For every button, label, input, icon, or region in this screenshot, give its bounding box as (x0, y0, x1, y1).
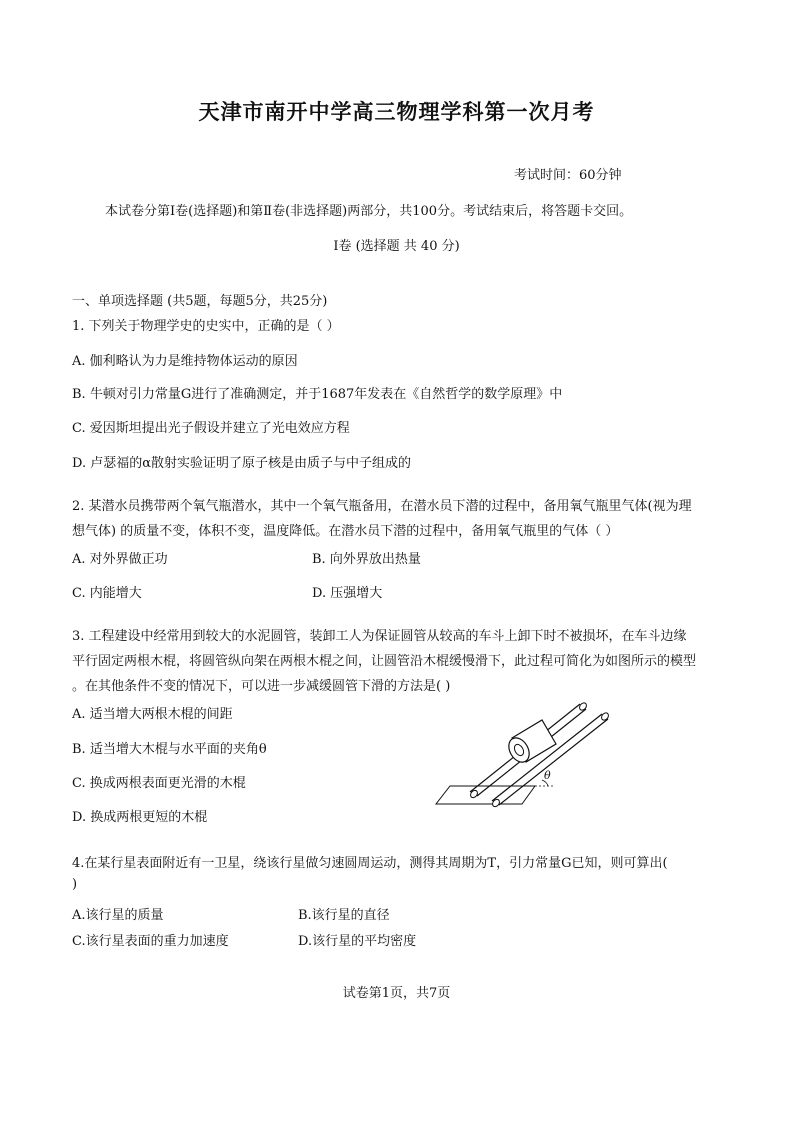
q1-option-d: D. 卢瑟福的α散射实验证明了原子核是由质子与中子组成的 (72, 456, 412, 471)
q4-option-d: D.该行星的平均密度 (298, 934, 417, 949)
page-title: 天津市南开中学高三物理学科第一次月考 (198, 99, 595, 124)
volume-title: Ⅰ卷 (选择题 共 40 分) (333, 239, 460, 254)
q4-option-b: B.该行星的直径 (298, 908, 390, 923)
exam-time: 考试时间：60分钟 (514, 168, 622, 183)
q2-option-c: C. 内能增大 (72, 586, 142, 601)
q2-option-b: B. 向外界放出热量 (312, 552, 421, 567)
q1-option-a: A. 伽利略认为力是维持物体运动的原因 (72, 354, 298, 369)
q1-option-c: C. 爱因斯坦提出光子假设并建立了光电效应方程 (72, 421, 350, 436)
page-footer: 试卷第1页，共7页 (342, 986, 451, 1001)
q3-option-b: B. 适当增大木棍与水平面的夹角θ (72, 742, 267, 757)
q4-stem-line2: ) (72, 877, 78, 892)
cement-pipe (505, 720, 556, 766)
q2-stem-line1: 2. 某潜水员携带两个氧气瓶潜水，其中一个氧气瓶备用，在潜水员下潜的过程中，备用氧气瓶里气体(视为理 (72, 499, 692, 514)
section-heading: 一、单项选择题 (共5题，每题5分，共25分) (72, 294, 328, 309)
q3-figure (430, 676, 610, 820)
q3-stem-line3: 。在其他条件不变的情况下，可以进一步减缓圆管下滑的方法是( ) (72, 679, 451, 694)
theta-label: θ (544, 769, 551, 782)
q4-option-a: A.该行星的质量 (72, 908, 164, 923)
q1-stem: 1. 下列关于物理学史的史实中，正确的是（ ） (72, 319, 340, 334)
q3-option-a: A. 适当增大两根木棍的间距 (72, 707, 233, 722)
q4-stem-line1: 4.在某行星表面附近有一卫星，绕该行星做匀速圆周运动，测得其周期为T，引力常量G已知，则可算出( (72, 856, 668, 871)
q4-option-c: C.该行星表面的重力加速度 (72, 934, 229, 949)
q2-option-d: D. 压强增大 (312, 586, 383, 601)
q1-option-b: B. 牛顿对引力常量G进行了准确测定，并于1687年发表在《自然哲学的数学原理》中 (72, 387, 563, 402)
q3-option-c: C. 换成两根表面更光滑的木棍 (72, 776, 246, 791)
q2-option-a: A. 对外界做正功 (72, 552, 168, 567)
q3-stem-line1: 3. 工程建设中经常用到较大的水泥圆管，装卸工人为保证圆管从较高的车斗上卸下时不被损坏，在车斗边缘 (72, 629, 687, 644)
q3-stem-line2: 平行固定两根木棍，将圆管纵向架在两根木棍之间，让圆管沿木棍缓慢滑下，此过程可简化为如图所示的模型 (72, 654, 697, 669)
q2-stem-line2: 想气体) 的质量不变，体积不变，温度降低。在潜水员下潜的过程中，备用氧气瓶里的气体（ ） (72, 524, 619, 539)
q3-option-d: D. 换成两根更短的木棍 (72, 810, 208, 825)
exam-intro: 本试卷分第Ⅰ卷(选择题)和第Ⅱ卷(非选择题)两部分，共100分。考试结束后，将答题卡交回。 (105, 204, 633, 219)
